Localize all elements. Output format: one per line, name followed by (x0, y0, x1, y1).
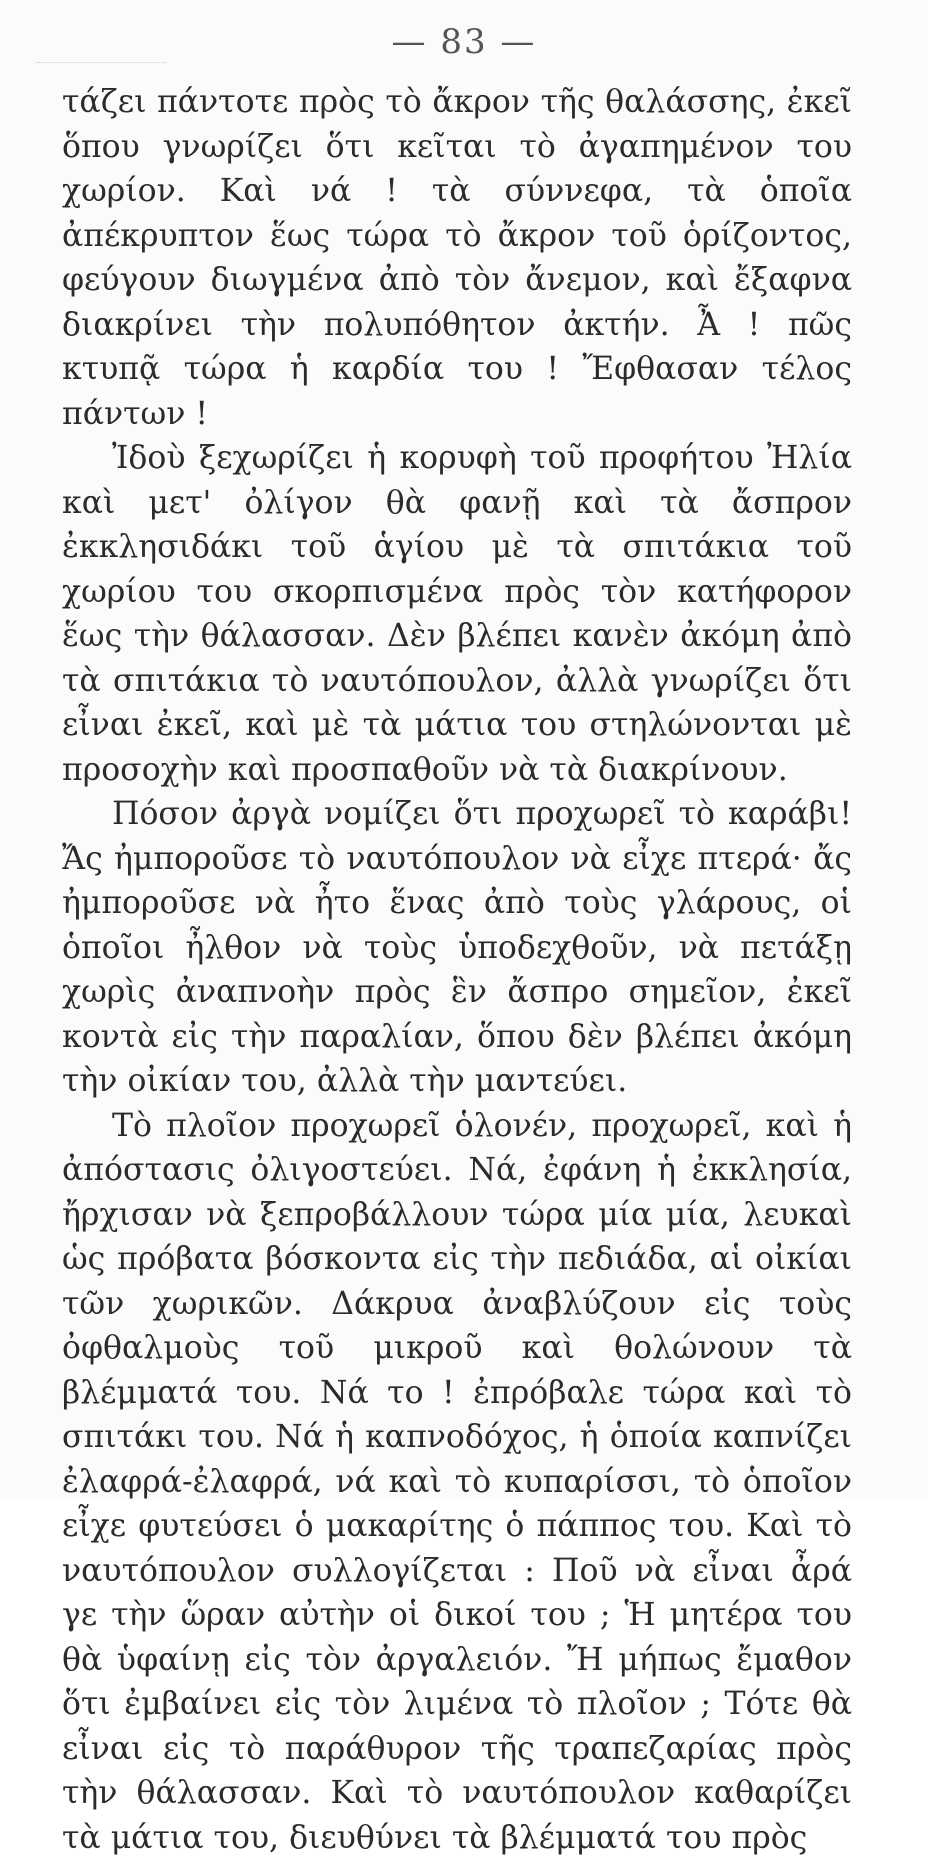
paragraph-3: Πόσον ἀργὰ νομίζει ὅτι προχωρεῖ τὸ καράβι! Ἄς ἠμποροῦσε τὸ ναυτόπουλον νὰ εἶχε πτερά· ἄς ἠμποροῦσε νὰ ἦτο ἕνας ἀπὸ τοὺς γλάρους, οἱ ὁποῖοι ἦλθον νὰ τοὺς ὑποδεχθοῦν, νὰ πετάξῃ χωρὶς ἀναπνοὴν πρὸς ἓν ἄσπρο σημεῖον, ἐκεῖ κοντὰ εἰς τὴν παραλίαν, ὅπου δὲν βλέπει ἀκόμη τὴν οἰκίαν του, ἀλλὰ τὴν μαντεύει. (62, 792, 852, 1104)
paper-stain (36, 62, 166, 71)
paragraph-2: Ἰδοὺ ξεχωρίζει ἡ κορυφὴ τοῦ προφήτου Ἠλία καὶ μετ' ὀλίγον θὰ φανῇ καὶ τὰ ἄσπρον ἐκκλησιδάκι τοῦ ἁγίου μὲ τὰ σπιτάκια τοῦ χωρίου του σκορπισμένα πρὸς τὸν κατήφορον ἕως τὴν θάλασσαν. Δὲν βλέπει κανὲν ἀκόμη ἀπὸ τὰ σπιτάκια τὸ ναυτόπουλον, ἀλλὰ γνωρίζει ὅτι εἶναι ἐκεῖ, καὶ μὲ τὰ μάτια του στηλώνονται μὲ προσοχὴν καὶ προσπαθοῦν νὰ τὰ διακρίνουν. (62, 436, 852, 792)
body-text (62, 80, 852, 1860)
paragraph-1: τάζει πάντοτε πρὸς τὸ ἄκρον τῆς θαλάσσης, ἐκεῖ ὅπου γνωρίζει ὅτι κεῖται τὸ ἀγαπημένον του χωρίον. Καὶ νά ! τὰ σύννεφα, τὰ ὁποῖα ἀπέκρυπτον ἕως τώρα τὸ ἄκρον τοῦ ὁρίζοντος, φεύγουν διωγμένα ἀπὸ τὸν ἄνεμον, καὶ ἔξαφνα διακρίνει τὴν πολυπόθητον ἀκτήν. Ἆ ! πῶς κτυπᾷ τώρα ἡ καρδία του ! Ἔφθασαν τέλος πάντων ! (62, 80, 852, 436)
paragraph-4: Τὸ πλοῖον προχωρεῖ ὁλονέν, προχωρεῖ, καὶ ἡ ἀπόστασις ὀλιγοστεύει. Νά, ἐφάνη ἡ ἐκκλησία, ἤρχισαν νὰ ξεπροβάλλουν τώρα μία μία, λευκαὶ ὡς πρόβατα βόσκοντα εἰς τὴν πεδιάδα, αἱ οἰκίαι τῶν χωρικῶν. Δάκρυα ἀναβλύζουν εἰς τοὺς ὀφθαλμοὺς τοῦ μικροῦ καὶ θολώνουν τὰ βλέμματά του. Νά το ! ἐπρόβαλε τώρα καὶ τὸ σπιτάκι του. Νά ἡ καπνοδόχος, ἡ ὁποία καπνίζει ἐλαφρά-ἐλαφρά, νά καὶ τὸ κυπαρίσσι, τὸ ὁποῖον εἶχε φυτεύσει ὁ μακαρίτης ὁ πάππος του. Καὶ τὸ ναυτόπουλον συλλογίζεται : Ποῦ νὰ εἶναι ἆρά γε τὴν ὥραν αὐτὴν οἱ δικοί του ; Ἡ μητέρα του θὰ ὑφαίνῃ εἰς τὸν ἀργαλειόν. Ἤ μήπως ἔμαθον ὅτι ἐμβαίνει εἰς τὸν λιμένα τὸ πλοῖον ; Τότε θὰ εἶναι εἰς τὸ παράθυρον τῆς τραπεζαρίας πρὸς τὴν θάλασσαν. Καὶ τὸ ναυτόπουλον καθαρίζει τὰ μάτια του, διευθύνει τὰ βλέμματά του πρὸς (62, 1104, 852, 1860)
page-number: — 83 — (0, 22, 928, 62)
